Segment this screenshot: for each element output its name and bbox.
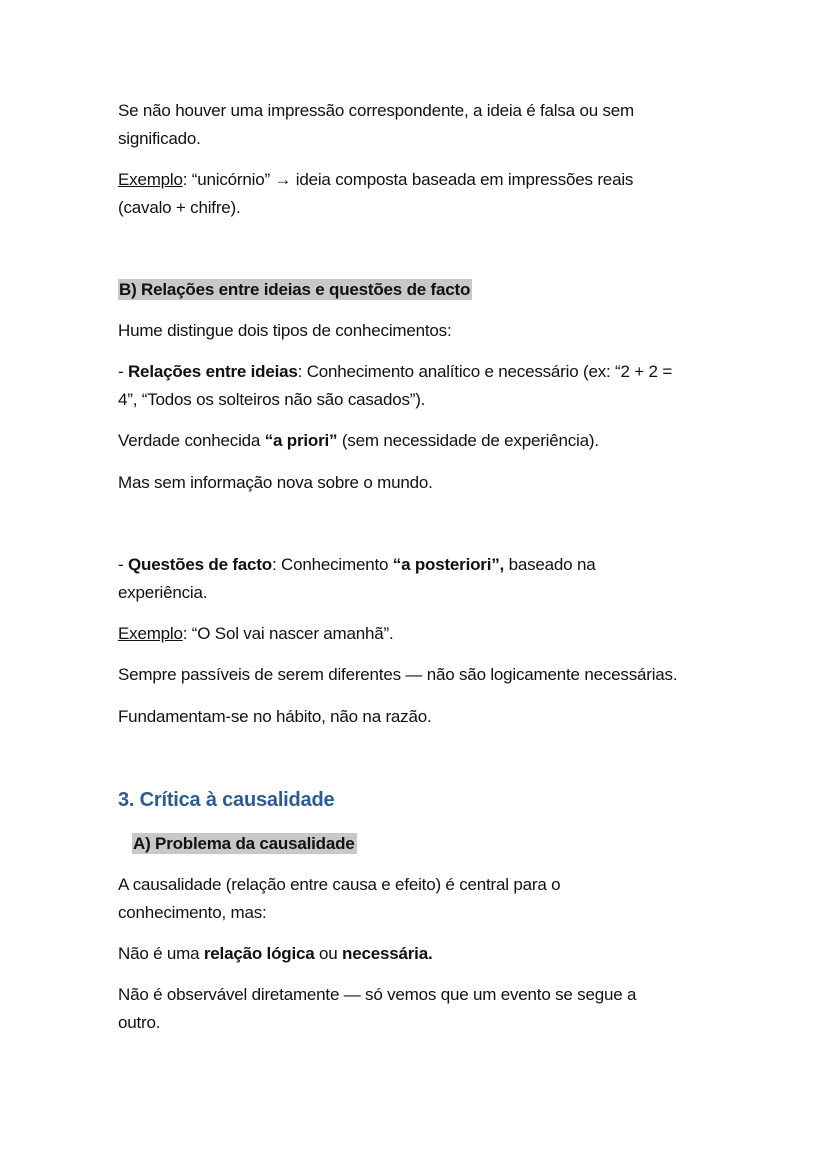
- term-necessary: necessária.: [342, 944, 433, 963]
- section-b-heading: [118, 279, 472, 301]
- example-paragraph: [118, 169, 633, 191]
- term-facts: Questões de facto: [127, 555, 272, 574]
- paragraph-line: experiência.: [118, 583, 208, 602]
- a-priori-paragraph: [118, 430, 599, 452]
- paragraph-line: significado.: [118, 129, 201, 148]
- term-logical-relation: relação lógica: [203, 944, 315, 963]
- text-span: ou: [314, 944, 343, 963]
- paragraph-line: Mas sem informação nova sobre o mundo.: [118, 473, 433, 492]
- term-relations: Relações entre ideias: [127, 362, 298, 381]
- text-span: baseado na: [504, 555, 596, 574]
- facts-paragraph: [118, 554, 595, 576]
- section-3a-heading: [132, 833, 357, 855]
- dash: -: [118, 362, 128, 381]
- paragraph-line: conhecimento, mas:: [118, 903, 267, 922]
- paragraph-line: (cavalo + chifre).: [118, 198, 241, 217]
- text-span: Verdade conhecida: [118, 431, 265, 450]
- paragraph-line: outro.: [118, 1013, 161, 1032]
- paragraph-line: Se não houver uma impressão correspondente, a ideia é falsa ou sem: [118, 101, 634, 120]
- relations-paragraph: [118, 361, 672, 383]
- example-paragraph: [118, 623, 394, 645]
- text-span: Não é uma: [118, 944, 204, 963]
- logic-paragraph: [118, 943, 432, 965]
- paragraph-line: Não é observável diretamente — só vemos que um evento se segue a: [118, 985, 637, 1004]
- text-span: : Conhecimento: [271, 555, 393, 574]
- paragraph-line: 4”, “Todos os solteiros não são casados”).: [118, 390, 426, 409]
- highlighted-heading: B) Relações entre ideias e questões de facto: [119, 280, 471, 299]
- term-a-posteriori: “a posteriori”,: [392, 555, 505, 574]
- dash: -: [118, 555, 128, 574]
- term-a-priori: “a priori”: [264, 431, 338, 450]
- paragraph-line: A causalidade (relação entre causa e efeito) é central para o: [118, 875, 561, 894]
- example-label: Exemplo: [118, 170, 183, 189]
- paragraph-line: Fundamentam-se no hábito, não na razão.: [118, 707, 432, 726]
- text-span: (sem necessidade de experiência).: [337, 431, 599, 450]
- paragraph-line: Sempre passíveis de serem diferentes — não são logicamente necessárias.: [118, 665, 678, 684]
- example-text: : “unicórnio” → ideia composta baseada em impressões reais: [182, 170, 634, 189]
- highlighted-heading: A) Problema da causalidade: [133, 834, 355, 853]
- example-label: Exemplo: [118, 624, 183, 643]
- section-3-heading: 3. Crítica à causalidade: [118, 789, 335, 811]
- example-text: : “O Sol vai nascer amanhã”.: [182, 624, 394, 643]
- paragraph-line: Hume distingue dois tipos de conhecimentos:: [118, 321, 452, 340]
- relations-text: : Conhecimento analítico e necessário (ex: “2 + 2 =: [297, 362, 673, 381]
